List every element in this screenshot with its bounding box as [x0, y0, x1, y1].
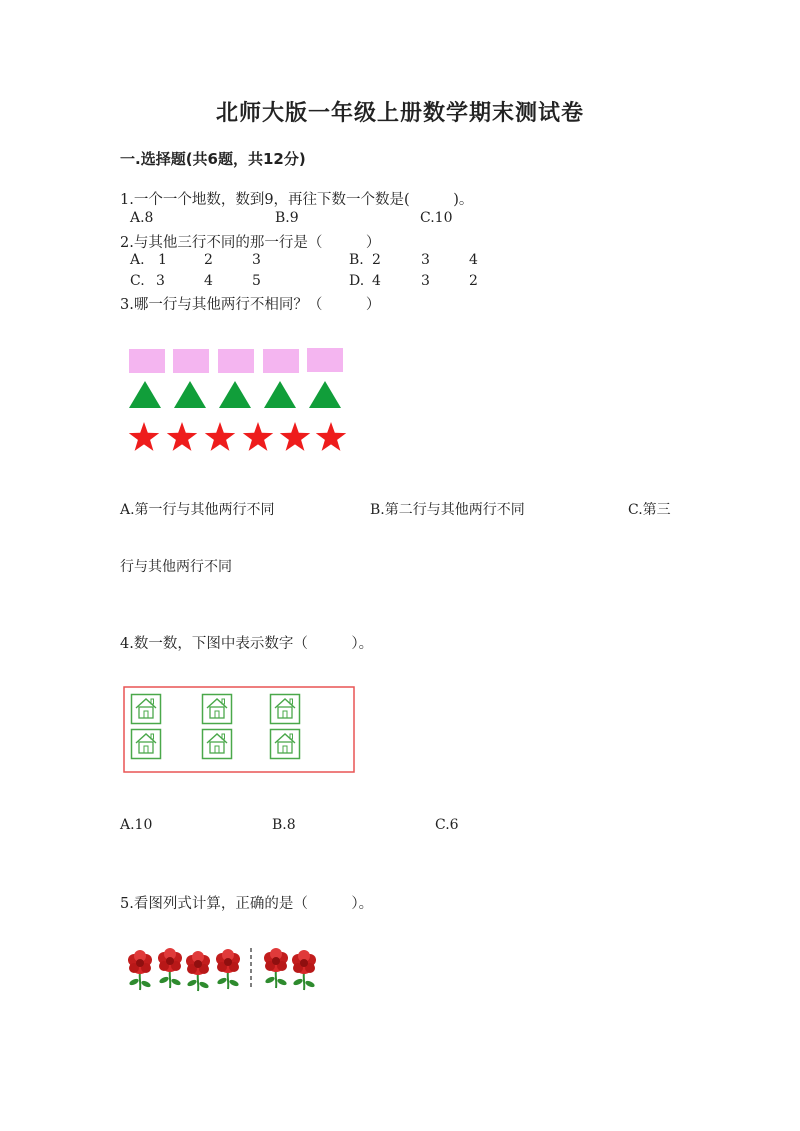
shapes-figure	[120, 340, 360, 465]
question-2-option-a-num-3: 3	[252, 252, 261, 268]
pink-square	[307, 348, 343, 372]
page-title: 北师大版一年级上册数学期末测试卷	[215, 101, 584, 126]
question-3-option-a: A.第一行与其他两行不同	[120, 502, 275, 518]
flower-icon	[264, 948, 288, 988]
houses-figure	[120, 684, 360, 776]
question-1-option-a: A.8	[130, 210, 154, 226]
question-2-option-a-num-1: 1	[158, 252, 167, 268]
question-4-option-b: B.8	[272, 817, 296, 833]
flower-icon	[128, 950, 152, 990]
red-star	[129, 422, 159, 451]
question-2-option-d-letter: D.	[349, 273, 365, 289]
question-3-stem: 3.哪一行与其他两行不相同？（ ）	[120, 297, 381, 313]
house-icon	[203, 730, 232, 759]
flowers-figure	[120, 944, 330, 994]
question-3-option-b: B.第二行与其他两行不同	[370, 502, 525, 518]
question-3-option-c: C.第三	[628, 502, 671, 518]
red-star	[167, 422, 197, 451]
square-row	[129, 348, 343, 373]
question-5-stem: 5.看图列式计算，正确的是（ ）。	[120, 896, 374, 912]
green-triangle	[174, 381, 206, 408]
red-star	[316, 422, 346, 451]
red-star	[205, 422, 235, 451]
question-2-option-b-num-3: 4	[469, 252, 478, 268]
red-star	[243, 422, 273, 451]
green-triangle	[129, 381, 161, 408]
house-icon	[132, 695, 161, 724]
question-2-option-c-num-2: 4	[204, 273, 213, 289]
star-row	[129, 422, 346, 451]
house-icon	[271, 695, 300, 724]
question-4-option-c: C.6	[435, 817, 459, 833]
question-2-option-a-letter: A.	[130, 252, 145, 268]
flower-icon	[292, 950, 316, 990]
house-icon	[271, 730, 300, 759]
question-2-option-c-letter: C.	[130, 273, 145, 289]
house-icon	[203, 695, 232, 724]
question-1-option-c: C.10	[420, 210, 453, 226]
question-3-option-c-continued: 行与其他两行不同	[120, 559, 232, 575]
question-2-option-b-letter: B.	[349, 252, 364, 268]
flower-icon	[186, 951, 210, 991]
question-2-option-d-num-3: 2	[469, 273, 478, 289]
question-1-option-b: B.9	[275, 210, 299, 226]
question-2-option-b-num-1: 2	[372, 252, 381, 268]
pink-square	[173, 349, 209, 373]
question-2-stem: 2.与其他三行不同的那一行是（ ）	[120, 235, 381, 251]
flower-icon	[158, 948, 182, 988]
pink-square	[129, 349, 165, 373]
question-4-stem: 4.数一数，下图中表示数字（ ）。	[120, 636, 374, 652]
green-triangle	[309, 381, 341, 408]
green-triangle	[264, 381, 296, 408]
question-2-option-c-num-3: 5	[252, 273, 261, 289]
house-icon	[132, 730, 161, 759]
question-4-option-a: A.10	[120, 817, 153, 833]
question-2-option-c-num-1: 3	[156, 273, 165, 289]
green-triangle	[219, 381, 251, 408]
flower-icon	[216, 949, 240, 989]
pink-square	[263, 349, 299, 373]
question-2-option-b-num-2: 3	[421, 252, 430, 268]
red-star	[280, 422, 310, 451]
question-2-option-a-num-2: 2	[204, 252, 213, 268]
section-heading: 一.选择题(共6题，共12分)	[120, 150, 306, 168]
question-2-option-d-num-2: 3	[421, 273, 430, 289]
question-1-stem: 1.一个一个地数，数到9，再往下数一个数是( )。	[120, 192, 474, 208]
question-2-option-d-num-1: 4	[372, 273, 381, 289]
triangle-row	[129, 381, 341, 408]
pink-square	[218, 349, 254, 373]
